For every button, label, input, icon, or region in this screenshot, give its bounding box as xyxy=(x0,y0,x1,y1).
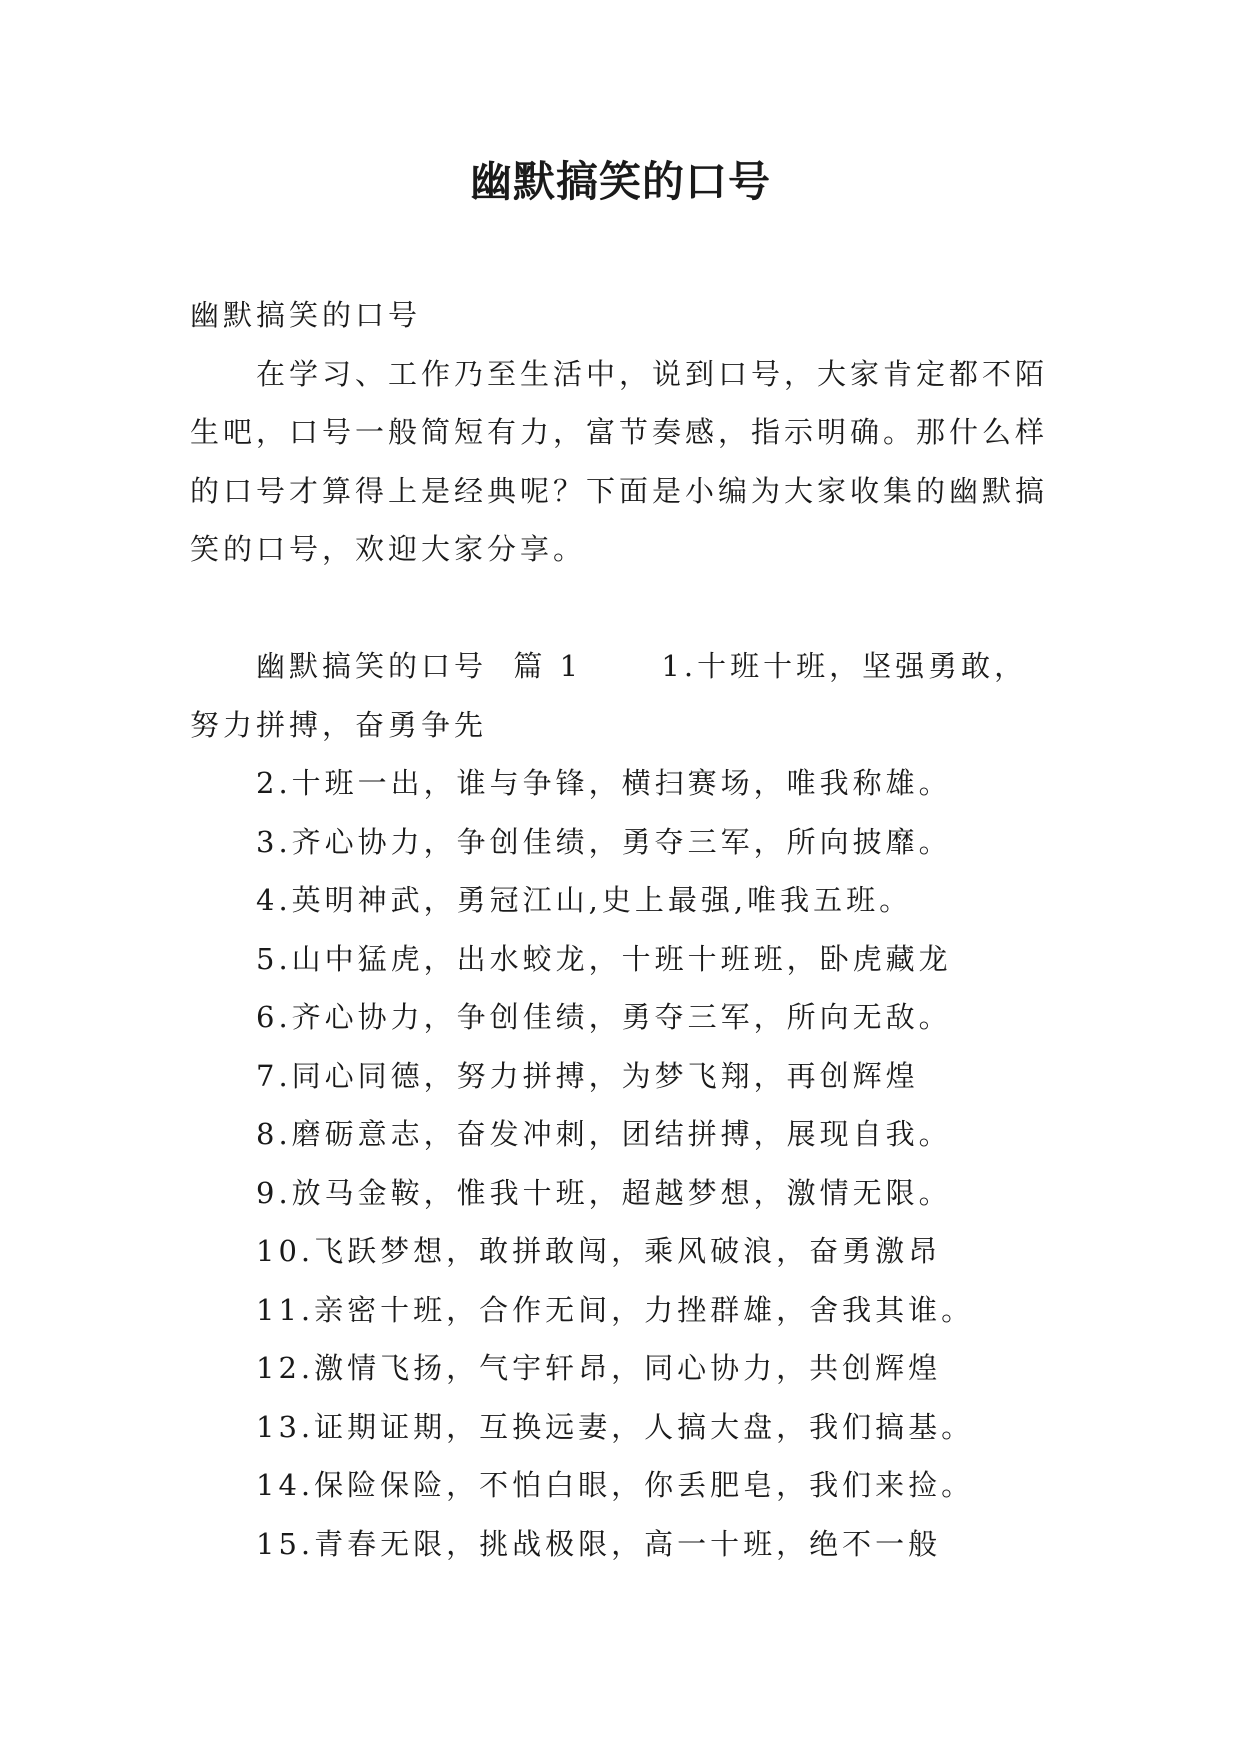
list-item: 8.磨砺意志，奋发冲刺，团结拼搏，展现自我。 xyxy=(256,1117,952,1151)
list-item: 7.同心同德，努力拼搏，为梦飞翔，再创辉煌 xyxy=(256,1058,919,1093)
list-item: 14.保险保险，不怕白眼，你丢肥皂，我们来捡。 xyxy=(256,1468,975,1502)
list-item: 2.十班一出，谁与争锋，横扫赛场，唯我称雄。 xyxy=(256,766,952,800)
list-item: 5.山中猛虎，出水蛟龙，十班十班班，卧虎藏龙 xyxy=(256,941,952,976)
list-item: 11.亲密十班，合作无间，力挫群雄，舍我其谁。 xyxy=(256,1292,975,1327)
document-title: 幽默搞笑的口号 xyxy=(469,157,771,206)
list-item: 13.证期证期，互换远妻，人搞大盘，我们搞基。 xyxy=(256,1409,975,1444)
section-heading-line: 幽默搞笑的口号 篇 1 1.十班十班，坚强勇敢，努力拼搏，奋勇争先 xyxy=(190,649,1028,742)
list-item: 9.放马金鞍，惟我十班，超越梦想，激情无限。 xyxy=(256,1175,952,1210)
list-item: 12.激情飞扬，气宇轩昂，同心协力，共创辉煌 xyxy=(256,1351,942,1385)
intro-paragraph: 在学习、工作乃至生活中，说到口号，大家肯定都不陌生吧，口号一般简短有力，富节奏感，指示明确。那什么样的口号才算得上是经典呢？下面是小编为大家收集的幽默搞笑的口号，欢迎大家分享。 xyxy=(190,356,1049,566)
list-item: 6.齐心协力，争创佳绩，勇夺三军，所向无敌。 xyxy=(256,1000,952,1034)
list-item: 10.飞跃梦想，敢拼敢闯，乘风破浪，奋勇激昂 xyxy=(256,1234,942,1268)
document-body xyxy=(190,286,1052,1573)
list-item: 4.英明神武，勇冠江山,史上最强,唯我五班。 xyxy=(256,883,913,917)
list-item: 15.青春无限，挑战极限，高一十班，绝不一般 xyxy=(256,1526,942,1561)
list-item: 3.齐心协力，争创佳绩，勇夺三军，所向披靡。 xyxy=(256,824,952,859)
paragraph-gap xyxy=(190,579,1052,638)
subtitle: 幽默搞笑的口号 xyxy=(190,298,422,332)
